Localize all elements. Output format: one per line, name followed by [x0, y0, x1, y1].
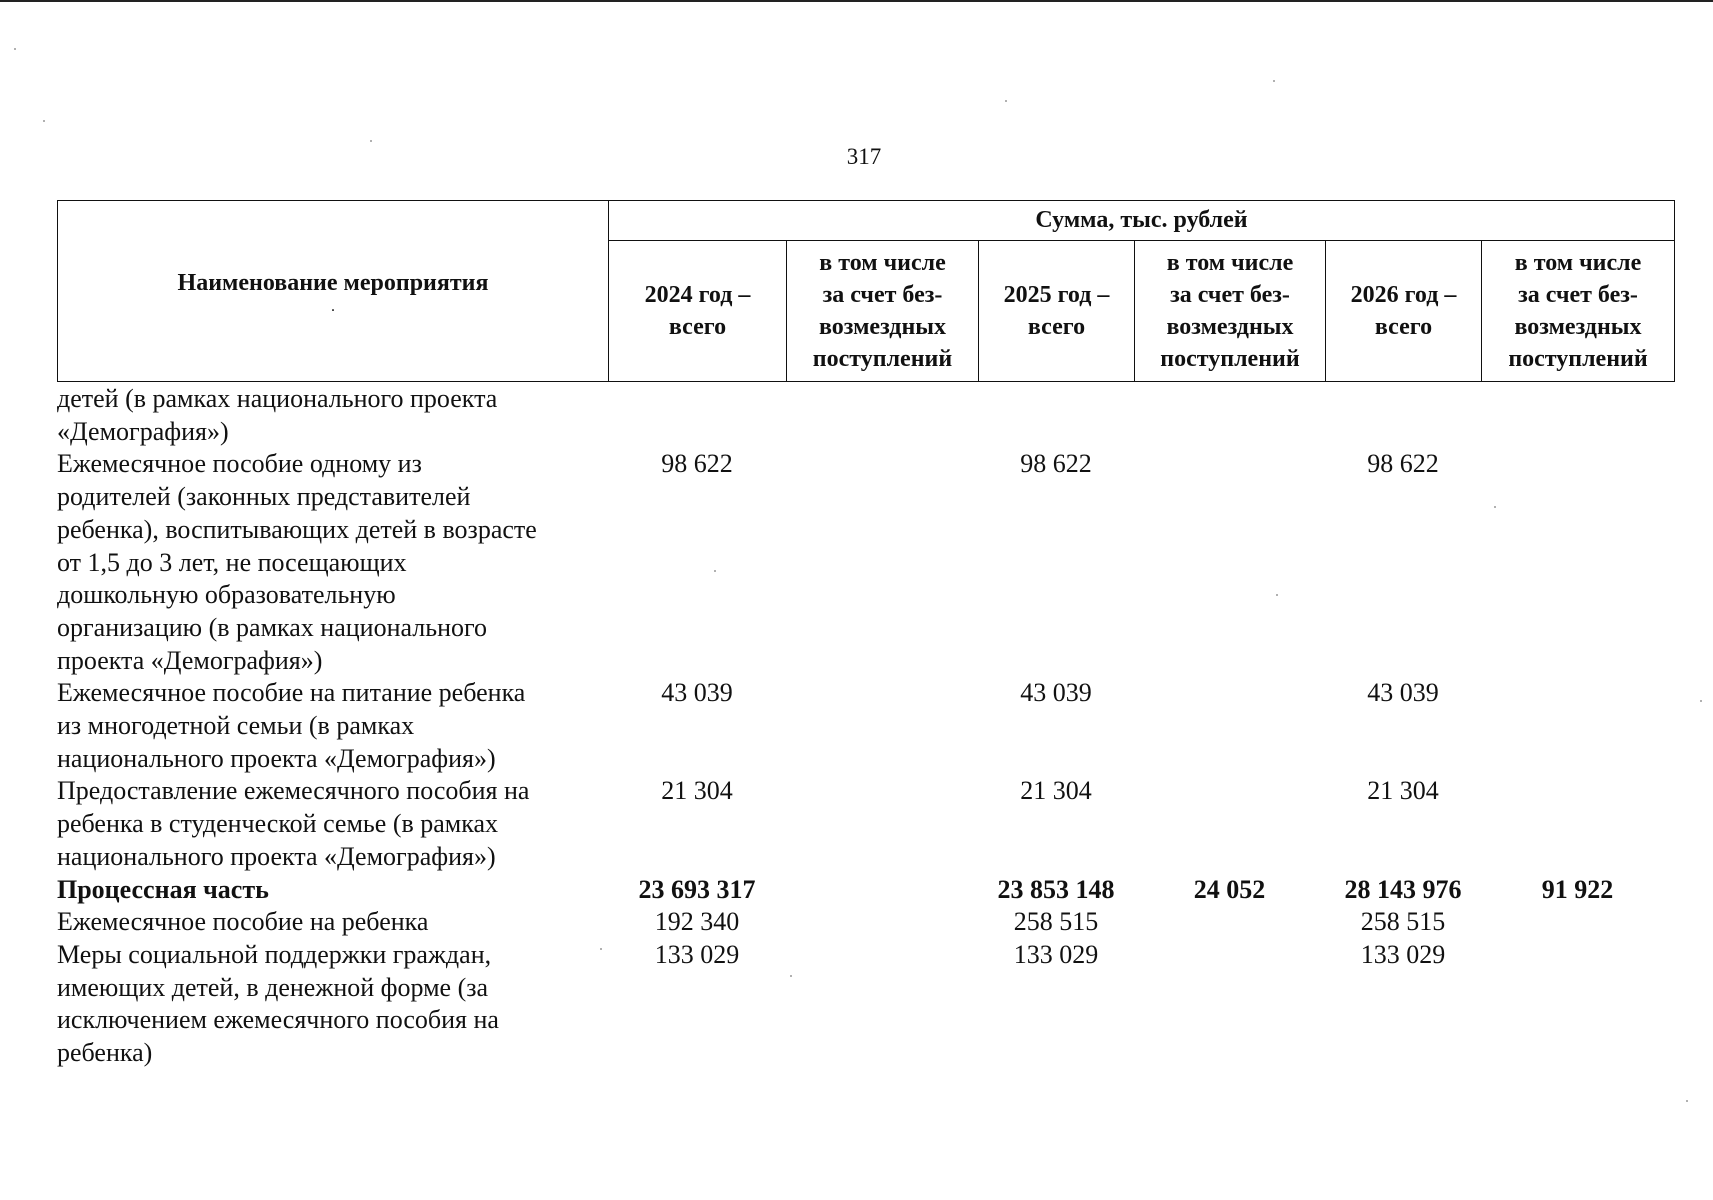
column-header-line: возмездных: [1166, 313, 1294, 340]
scan-speck: [600, 948, 602, 950]
cell-2025-grants: 24 052: [1193, 874, 1266, 904]
cell-2026-grants: [1481, 677, 1674, 775]
scan-speck: [1273, 80, 1275, 82]
column-header-line: 2026 год –: [1350, 281, 1457, 308]
cell-2026-grants: [1481, 383, 1674, 448]
cell-2024-total: 23 693 317: [638, 874, 756, 904]
cell-2025-grants: [1134, 939, 1325, 1070]
column-header-line: возмездных: [818, 313, 947, 340]
column-header-2024-grants: [787, 240, 979, 381]
scan-speck: [1276, 594, 1278, 596]
row-name: [57, 874, 608, 907]
cell-2025-total: 98 622: [1020, 449, 1092, 479]
cell-2026-grants: [1481, 448, 1674, 677]
table-row: [57, 677, 1674, 775]
cell-2024-total: 133 029: [654, 939, 740, 969]
column-header-line: за счет без-: [1518, 281, 1638, 308]
cell-2024-total: 21 304: [661, 776, 733, 806]
column-header-line: в том числе: [819, 249, 946, 276]
column-header-line: 2025 год –: [1003, 281, 1110, 308]
row-name-line: проекта «Демография»): [57, 645, 323, 675]
scan-speck: [43, 120, 45, 122]
column-header-2026-total: [1326, 240, 1482, 381]
cell-2024-grants: [786, 383, 978, 448]
scan-speck: [714, 570, 716, 572]
table-row: [57, 939, 1674, 1070]
cell-2025-total: 43 039: [1020, 678, 1092, 708]
cell-2025-total: 133 029: [1013, 939, 1099, 969]
row-name-line: детей (в рамках национального проекта: [57, 384, 498, 413]
cell-2026-total: 133 029: [1360, 939, 1446, 969]
scan-speck: [370, 140, 372, 142]
row-name-line: ребенка), воспитывающих детей в возрасте: [57, 514, 537, 544]
column-header-line: в том числе: [1166, 249, 1294, 276]
cell-2024-grants: [786, 677, 978, 775]
row-name: [57, 906, 608, 939]
cell-2024-total: 98 622: [661, 449, 733, 479]
column-header-line: за счет без-: [1170, 281, 1290, 308]
column-header-line: поступлений: [1160, 345, 1300, 372]
row-name: [57, 775, 608, 873]
cell-2025-total: [978, 383, 1134, 448]
cell-2025-total: 258 515: [1013, 907, 1099, 937]
row-name-line: Ежемесячное пособие на ребенка: [57, 907, 429, 937]
cell-2024-grants: [786, 939, 978, 1070]
cell-2024-grants: [786, 448, 978, 677]
table-row: [57, 906, 1674, 939]
cell-2025-grants: [1134, 448, 1325, 677]
column-header-2026-grants: [1482, 240, 1675, 381]
column-header-line: всего: [668, 313, 727, 340]
row-name-line: Предоставление ежемесячного пособия на: [57, 776, 530, 806]
cell-2024-total: [608, 383, 786, 448]
row-name-line: ребенка): [57, 1038, 153, 1068]
row-name-line: дошкольную образовательную: [57, 580, 396, 610]
scan-speck: [790, 975, 792, 977]
table-row: [57, 448, 1674, 677]
column-header-line: за счет без-: [822, 281, 943, 308]
cell-2026-grants: [1481, 775, 1674, 873]
cell-2026-total: 43 039: [1367, 678, 1439, 708]
column-header-sum: Сумма, тыс. рублей: [609, 201, 1675, 241]
row-name-line: из многодетной семьи (в рамках: [57, 711, 415, 741]
row-name-line: ребенка в студенческой семье (в рамках: [57, 809, 499, 839]
cell-2026-grants: 91 922: [1541, 874, 1614, 904]
cell-2026-grants: [1481, 939, 1674, 1070]
table-header: [57, 200, 1675, 382]
page-number: 317: [846, 144, 882, 169]
cell-2026-total: 258 515: [1360, 907, 1446, 937]
cell-2026-total: 98 622: [1367, 449, 1439, 479]
scan-top-edge: [0, 0, 1713, 2]
scan-speck: [1686, 1100, 1688, 1102]
column-header-line: 2024 год –: [644, 281, 751, 308]
cell-2024-total: 192 340: [654, 907, 740, 937]
cell-2025-total: 21 304: [1020, 776, 1092, 806]
column-header-2025-grants: [1135, 240, 1326, 381]
row-name-line: организацию (в рамках национального: [57, 612, 488, 642]
row-name-line: Ежемесячное пособие одному из: [57, 449, 422, 479]
column-header-name-mark: .: [331, 298, 335, 315]
column-header-name-text: Наименование мероприятия: [177, 270, 489, 296]
cell-2025-total: 23 853 148: [997, 874, 1115, 904]
row-name-line: родителей (законных представителей: [57, 482, 471, 512]
scan-speck: [14, 48, 16, 50]
cell-2025-grants: [1134, 775, 1325, 873]
cell-2024-total: 43 039: [661, 678, 733, 708]
row-name: [57, 939, 608, 1070]
column-header-2024-total: [609, 240, 787, 381]
cell-2024-grants: [786, 874, 978, 907]
cell-2026-total: 21 304: [1367, 776, 1439, 806]
scan-speck: [1494, 506, 1496, 508]
row-name-line: от 1,5 до 3 лет, не посещающих: [57, 547, 407, 577]
cell-2026-grants: [1481, 906, 1674, 939]
row-name-line: Процессная часть: [57, 874, 269, 904]
row-name-line: Меры социальной поддержки граждан,: [57, 939, 492, 969]
table-row-section: [57, 874, 1674, 907]
table-body: [57, 383, 1674, 1070]
cell-2026-total: [1325, 383, 1481, 448]
scan-speck: [1700, 700, 1702, 702]
row-name-line: исключением ежемесячного пособия на: [57, 1005, 499, 1035]
row-name: [57, 383, 608, 448]
cell-2026-total: 28 143 976: [1344, 874, 1462, 904]
column-header-line: возмездных: [1514, 313, 1642, 340]
table-row: [57, 775, 1674, 873]
cell-2024-grants: [786, 775, 978, 873]
cell-2025-grants: [1134, 383, 1325, 448]
row-name: [57, 677, 608, 775]
column-header-line: всего: [1374, 313, 1433, 340]
cell-2024-grants: [786, 906, 978, 939]
row-name: [57, 448, 608, 677]
column-header-line: всего: [1027, 313, 1086, 340]
column-header-line: поступлений: [1508, 345, 1648, 372]
column-header-line: в том числе: [1514, 249, 1642, 276]
row-name-line: «Демография»): [57, 416, 229, 446]
row-name-line: имеющих детей, в денежной форме (за: [57, 972, 489, 1002]
scan-speck: [1005, 100, 1007, 102]
column-header-line: поступлений: [812, 345, 953, 372]
column-header-name: [58, 201, 609, 382]
cell-2025-grants: [1134, 677, 1325, 775]
table-row: [57, 383, 1674, 448]
cell-2025-grants: [1134, 906, 1325, 939]
column-header-2025-total: [979, 240, 1135, 381]
row-name-line: Ежемесячное пособие на питание ребенка: [57, 678, 526, 708]
row-name-line: национального проекта «Демография»): [57, 743, 496, 773]
row-name-line: национального проекта «Демография»): [57, 841, 496, 871]
